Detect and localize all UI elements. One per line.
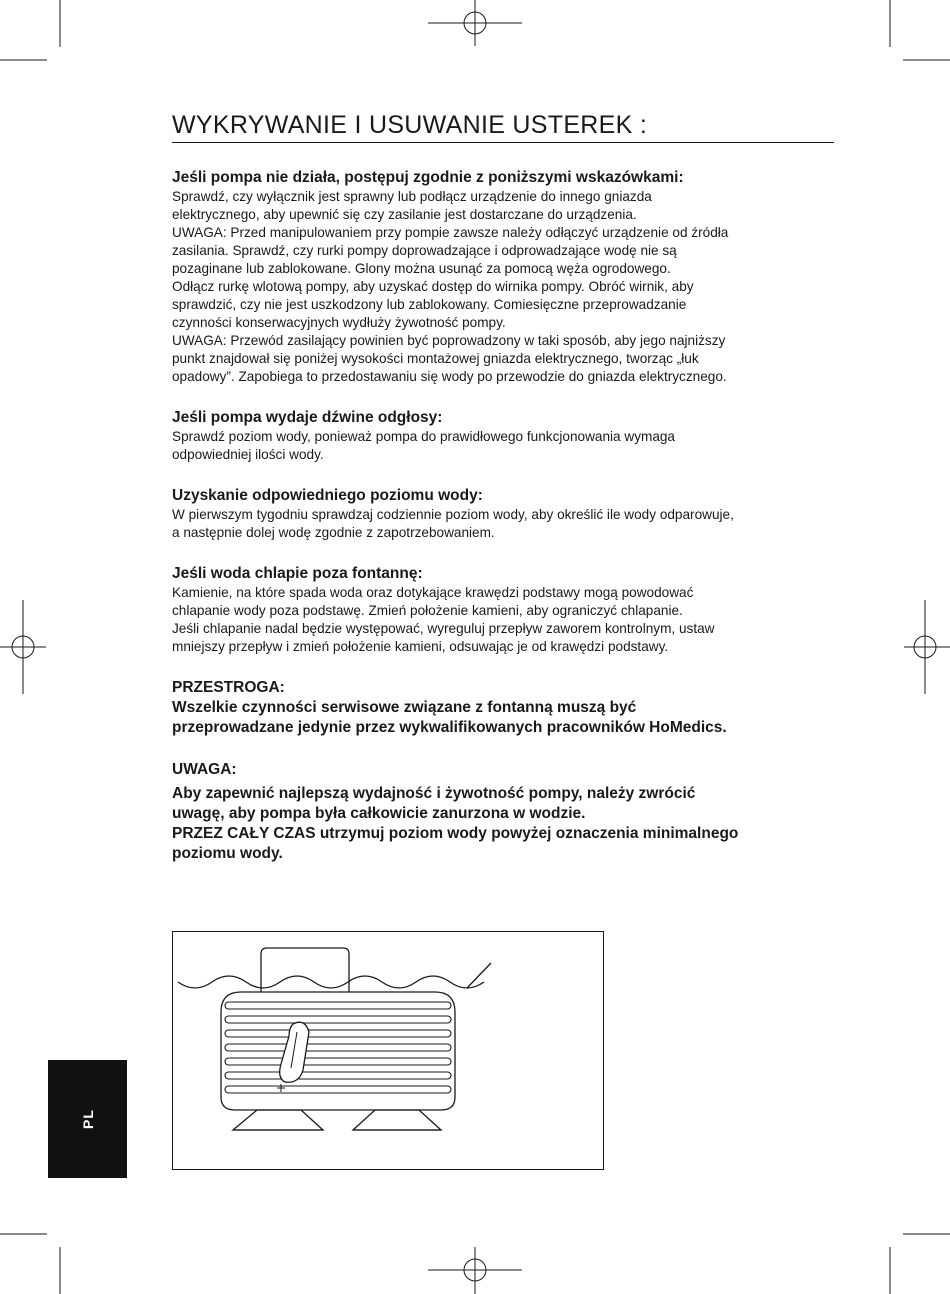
notice-line: poziomu wody.	[172, 845, 283, 862]
section-heading: Jeśli pompa wydaje dźwine odgłosy:	[172, 409, 443, 426]
notice-label: UWAGA:	[172, 761, 237, 778]
submerged-pump-icon	[173, 932, 603, 1169]
caution-label: PRZESTROGA:	[172, 679, 285, 696]
language-tab	[48, 1060, 127, 1178]
section-pump-noise	[172, 408, 834, 464]
body-line: UWAGA: Przewód zasilający powinien być poprowadzony w taki sposób, aby jego najniższy	[172, 333, 726, 348]
body-line: zasilania. Sprawdź, czy rurki pompy doprowadzające i odprowadzające wodę nie są	[172, 243, 677, 258]
body-line: pozaginane lub zablokowane. Glony można usunąć za pomocą węża ogrodowego.	[172, 261, 671, 276]
notice-block	[172, 760, 834, 864]
notice-line: PRZEZ CAŁY CZAS utrzymuj poziom wody powyżej oznaczenia minimalnego	[172, 825, 739, 842]
body-line: mniejszy przepływ i zmień położenie kamieni, odsuwając je od krawędzi podstawy.	[172, 639, 669, 654]
section-pump-not-working	[172, 168, 834, 386]
pump-illustration	[172, 931, 604, 1170]
notice-line: uwagę, aby pompa była całkowicie zanurzona w wodzie.	[172, 805, 586, 822]
section-splashing	[172, 564, 834, 656]
body-line: punkt znajdował się poniżej wysokości montażowej gniazda elektrycznego, tworząc „łuk	[172, 351, 699, 366]
section-heading: Uzyskanie odpowiedniego poziomu wody:	[172, 487, 483, 504]
body-line: Sprawdź, czy wyłącznik jest sprawny lub podłącz urządzenie do innego gniazda	[172, 189, 652, 204]
body-line: chlapanie wody poza podstawę. Zmień położenie kamieni, aby ograniczyć chlapanie.	[172, 603, 683, 618]
pump-grille	[225, 1002, 451, 1093]
body-line: Kamienie, na które spada woda oraz dotykające krawędzi podstawy mogą powodować	[172, 585, 694, 600]
caution-block	[172, 678, 834, 738]
caution-line: przeprowadzane jedynie przez wykwalifikowanych pracowników HoMedics.	[172, 719, 727, 736]
body-line: W pierwszym tygodniu sprawdzaj codziennie poziom wody, aby określić ile wody odparowuje,	[172, 507, 734, 522]
page-title: WYKRYWANIE I USUWANIE USTEREK :	[172, 110, 834, 143]
notice-line: Aby zapewnić najlepszą wydajność i żywotność pompy, należy zwrócić	[172, 785, 696, 802]
section-water-level	[172, 486, 834, 542]
body-line: a następnie dolej wodę zgodnie z zapotrzebowaniem.	[172, 525, 495, 540]
caution-line: Wszelkie czynności serwisowe związane z fontanną muszą być	[172, 699, 637, 716]
body-line: czynności konserwacyjnych wydłuży żywotność pompy.	[172, 315, 506, 330]
body-line: opadowy”. Zapobiega to przedostawaniu się wody po przewodzie do gniazda elektrycznego.	[172, 369, 727, 384]
language-tab-label: PL	[79, 1109, 96, 1129]
section-heading: Jeśli woda chlapie poza fontannę:	[172, 565, 423, 582]
content	[172, 168, 834, 864]
body-line: Odłącz rurkę wlotową pompy, aby uzyskać dostęp do wirnika pompy. Obróć wirnik, aby	[172, 279, 694, 294]
body-line: sprawdzić, czy nie jest uszkodzony lub zablokowany. Comiesięczne przeprowadzanie	[172, 297, 687, 312]
body-line: Jeśli chlapanie nadal będzie występować, wyreguluj przepływ zaworem kontrolnym, ustaw	[172, 621, 715, 636]
section-heading: Jeśli pompa nie działa, postępuj zgodnie z poniższymi wskazówkami:	[172, 169, 684, 186]
body-line: elektrycznego, aby upewnić się czy zasilanie jest dostarczane do urządzenia.	[172, 207, 637, 222]
body-line: odpowiedniej ilości wody.	[172, 447, 324, 462]
body-line: Sprawdź poziom wody, ponieważ pompa do prawidłowego funkcjonowania wymaga	[172, 429, 675, 444]
body-line: UWAGA: Przed manipulowaniem przy pompie zawsze należy odłączyć urządzenie od źródła	[172, 225, 729, 240]
